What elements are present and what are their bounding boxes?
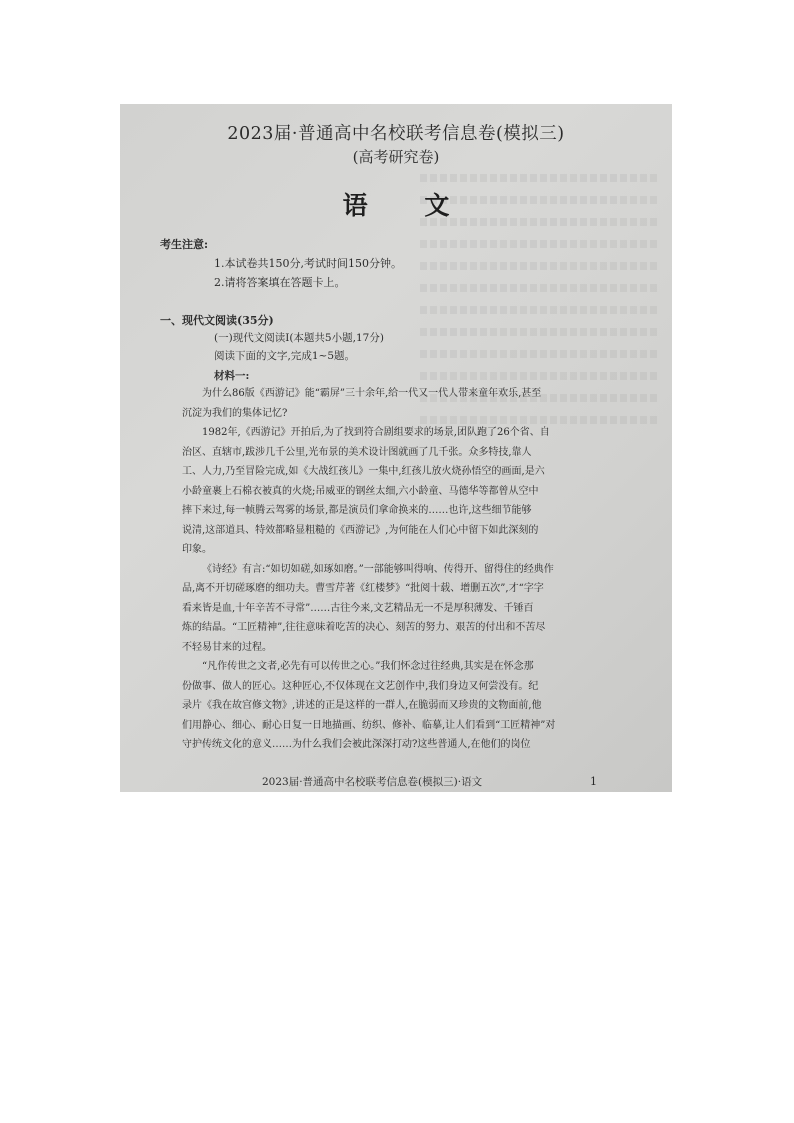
passage xyxy=(182,384,610,755)
passage-line: 治区、直辖市,跋涉几千公里,光布景的美术设计图就画了几千张。众多特技,靠人 xyxy=(182,446,532,458)
section-heading: 一、现代文阅读(35分) xyxy=(160,314,274,327)
page-number: 1 xyxy=(590,775,597,788)
passage-line: 小龄童裹上石棉衣被真的火烧;吊威亚的钢丝太细,六小龄童、马德华等都曾从空中 xyxy=(182,485,539,497)
passage-line: 说清,这部道具、特效都略显粗糙的《西游记》,为何能在人们心中留下如此深刻的 xyxy=(182,524,539,536)
passage-line: 《诗经》有言:“如切如磋,如琢如磨。”一部能够叫得响、传得开、留得住的经典作 xyxy=(202,563,554,575)
passage-line: 们用静心、细心、耐心日复一日地描画、纺织、修补、临摹,让人们看到“工匠精神”对 xyxy=(182,719,556,731)
passage-line: 看来皆是血,十年辛苦不寻常”……古往今来,文艺精品无一不是厚积薄发、千锤百 xyxy=(182,602,534,614)
notice-item: 1.本试卷共150分,考试时间150分钟。 xyxy=(214,257,402,270)
exam-title: 2023届·普通高中名校联考信息卷(模拟三) xyxy=(227,124,565,144)
passage-line: 录片《我在故宫修文物》,讲述的正是这样的一群人,在脆弱而又珍贵的文物面前,他 xyxy=(182,700,542,711)
passage-line: 印象。 xyxy=(182,544,212,555)
passage-line: 炼的结晶。“工匠精神”,往往意味着吃苦的决心、刻苦的努力、艰苦的付出和不苦尽 xyxy=(182,622,546,633)
exam-paper-photo xyxy=(120,104,672,792)
passage-line: 守护传统文化的意义……为什么我们会被此深深打动?这些普通人,在他们的岗位 xyxy=(182,739,531,750)
notice-item: 2.请将答案填在答题卡上。 xyxy=(214,276,346,289)
material-label: 材料一: xyxy=(214,370,250,382)
passage-line: 品,离不开切磋琢磨的细功夫。曹雪芹著《红楼梦》“批阅十载、增删五次”,才“字字 xyxy=(182,583,544,594)
exam-subtitle: (高考研究卷) xyxy=(352,148,440,166)
notice-heading: 考生注意: xyxy=(160,238,209,251)
reading-instruction: 阅读下面的文字,完成1~5题。 xyxy=(214,350,355,362)
subsection-heading: (一)现代文阅读I(本题共5小题,17分) xyxy=(214,332,384,344)
passage-line: 摔下来过,每一帧腾云驾雾的场景,都是演员们拿命换来的……也许,这些细节能够 xyxy=(182,505,532,516)
page-footer: 2023届·普通高中名校联考信息卷(模拟三)·语文 xyxy=(262,776,483,788)
passage-line: 工、人力,乃至冒险完成,如《大战红孩儿》一集中,红孩儿放火烧孙悟空的画面,是六 xyxy=(182,466,545,477)
passage-line: 1982年,《西游记》开拍后,为了找到符合剧组要求的场景,团队跑了26个省、自 xyxy=(202,427,550,438)
passage-line: 不轻易甘来的过程。 xyxy=(182,641,272,653)
passage-line: 为什么86版《西游记》能“霸屏”三十余年,给一代又一代人带来童年欢乐,甚至 xyxy=(202,388,542,399)
passage-line: “凡作传世之文者,必先有可以传世之心。”我们怀念过往经典,其实是在怀念那 xyxy=(202,661,534,672)
passage-line: 份做事、做人的匠心。这种匠心,不仅体现在文艺创作中,我们身边又何尝没有。纪 xyxy=(182,680,539,692)
subject-heading: 语 文 xyxy=(342,191,474,220)
passage-line: 沉淀为我们的集体记忆? xyxy=(182,407,288,419)
